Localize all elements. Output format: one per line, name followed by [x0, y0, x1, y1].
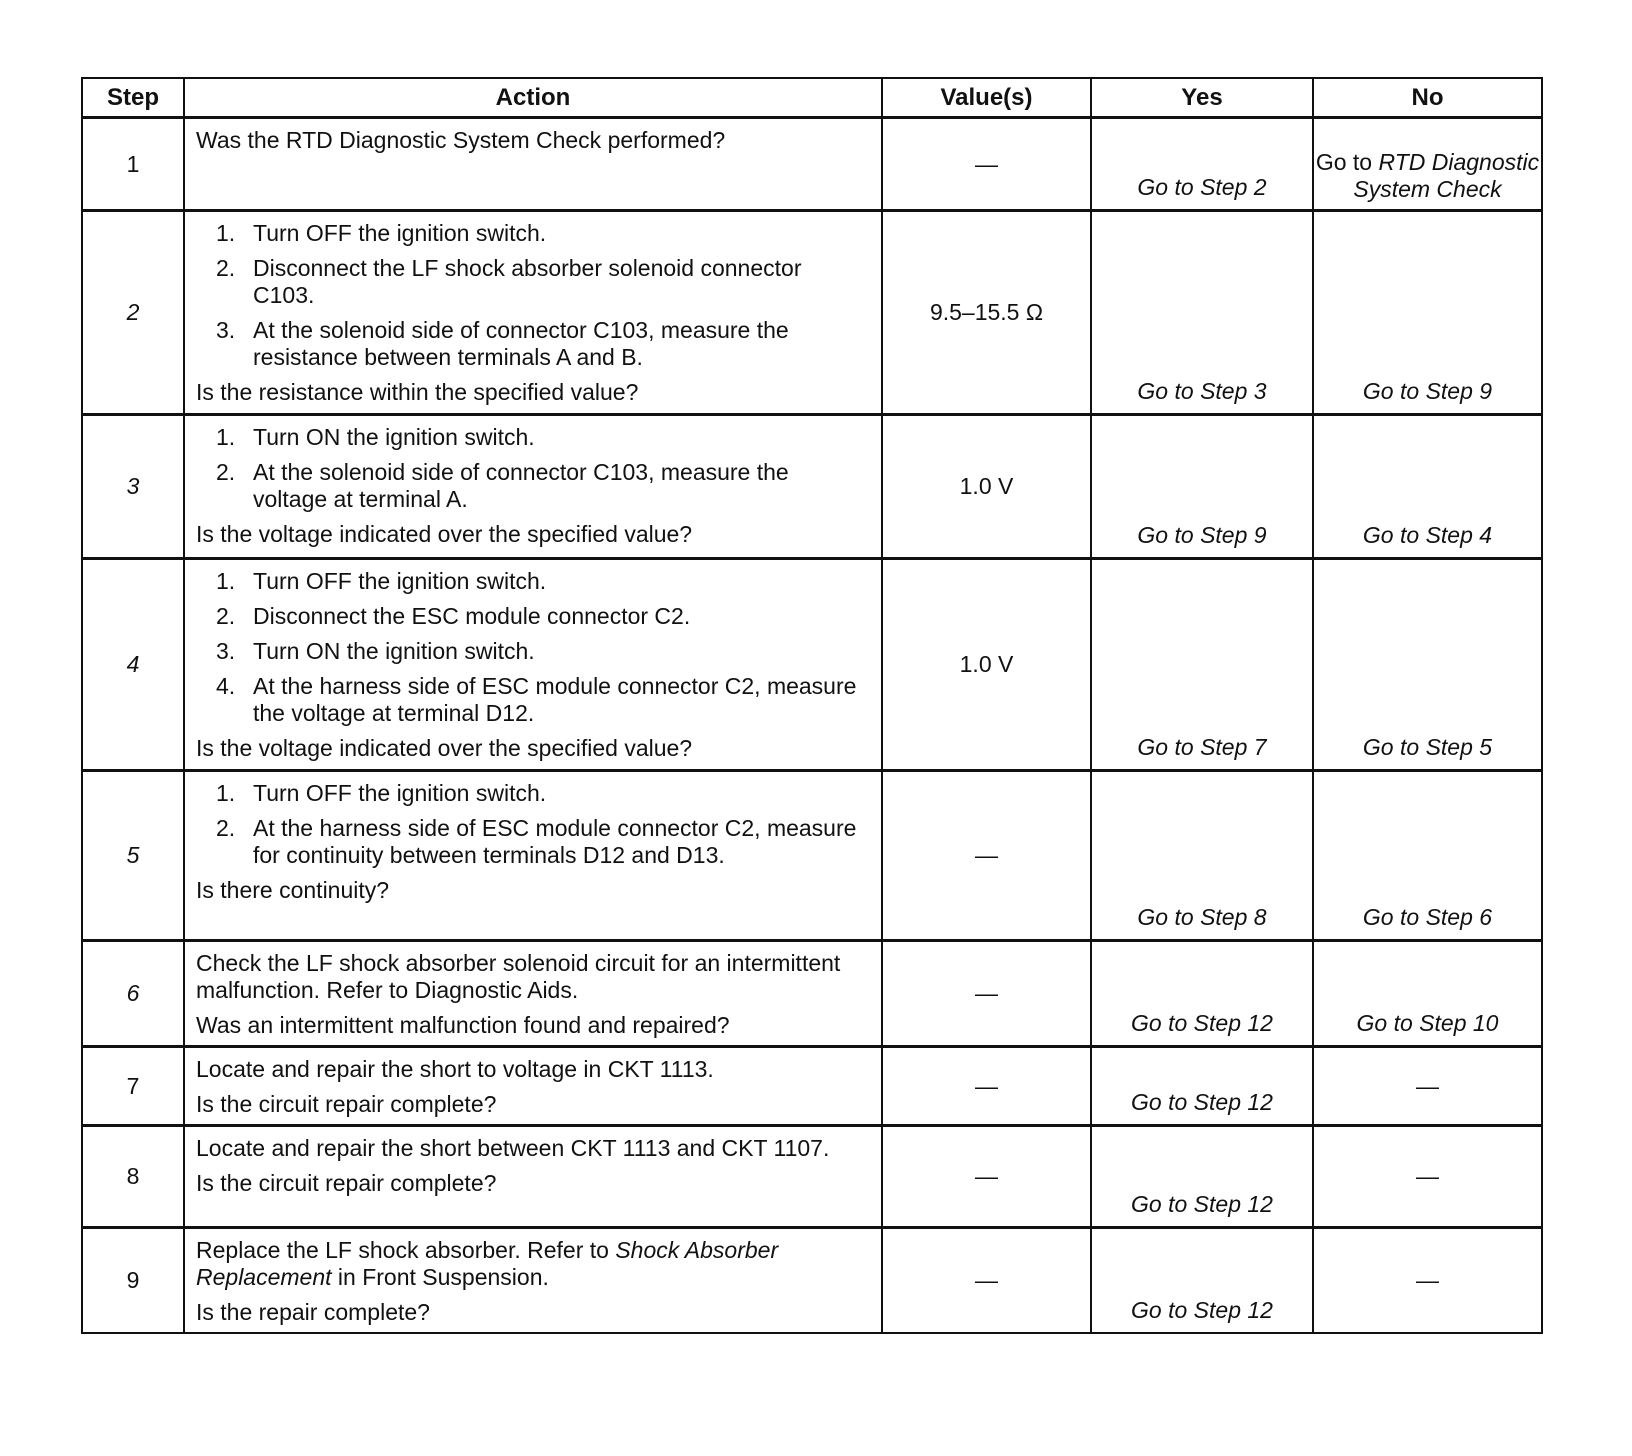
table-row	[82, 1228, 1542, 1334]
action-cell	[184, 1047, 882, 1126]
action-question: Is there continuity?	[196, 877, 390, 903]
action-cell	[184, 771, 882, 941]
value-cell: —	[882, 1126, 1091, 1228]
yes-cell: Go to Step 9	[1091, 415, 1313, 559]
action-question: Is the circuit repair complete?	[196, 1091, 497, 1117]
value-cell: 9.5–15.5 Ω	[882, 211, 1091, 415]
action-cell	[184, 211, 882, 415]
step-number: 1	[82, 118, 184, 211]
value-cell: —	[882, 118, 1091, 211]
action-text: Check the LF shock absorber solenoid circuit for an intermittent malfunction. Refer to Diagnostic Aids.	[196, 950, 841, 1003]
table-row	[82, 941, 1542, 1047]
yes-cell: Go to Step 3	[1091, 211, 1313, 415]
action-question: Is the voltage indicated over the specified value?	[196, 735, 693, 761]
table-row	[82, 415, 1542, 559]
action-step-item: 1. Turn OFF the ignition switch.	[216, 780, 547, 806]
action-cell	[184, 118, 882, 211]
yes-cell: Go to Step 8	[1091, 771, 1313, 941]
table-row	[82, 118, 1542, 211]
action-steps	[196, 424, 867, 513]
action-text: Locate and repair the short between CKT 1113 and CKT 1107.	[196, 1135, 830, 1161]
action-step-item: 4. At the harness side of ESC module connector C2, measure the voltage at terminal D12.	[216, 673, 857, 726]
header-yes: Yes	[1091, 78, 1313, 118]
value-cell: 1.0 V	[882, 559, 1091, 771]
yes-cell: Go to Step 12	[1091, 941, 1313, 1047]
step-number: 4	[82, 559, 184, 771]
no-reference: RTD Diagnostic System Check	[1353, 149, 1540, 202]
step-number: 6	[82, 941, 184, 1047]
action-cell	[184, 1126, 882, 1228]
table-row	[82, 559, 1542, 771]
action-question: Is the circuit repair complete?	[196, 1170, 497, 1196]
header-row	[82, 78, 1542, 118]
no-cell: —	[1313, 1047, 1542, 1126]
diagnostic-table	[81, 77, 1543, 1334]
no-cell	[1313, 118, 1542, 211]
action-text: Locate and repair the short to voltage in CKT 1113.	[196, 1056, 714, 1082]
action-step-item: 3. Turn ON the ignition switch.	[216, 638, 535, 664]
no-cell: —	[1313, 1228, 1542, 1334]
table-row	[82, 211, 1542, 415]
yes-cell: Go to Step 12	[1091, 1228, 1313, 1334]
action-step-item: 1. Turn OFF the ignition switch.	[216, 220, 547, 246]
no-cell: Go to Step 5	[1313, 559, 1542, 771]
yes-cell: Go to Step 7	[1091, 559, 1313, 771]
value-cell: 1.0 V	[882, 415, 1091, 559]
action-steps	[196, 780, 867, 869]
table-row	[82, 1126, 1542, 1228]
step-number: 9	[82, 1228, 184, 1334]
no-cell: Go to Step 6	[1313, 771, 1542, 941]
action-step-item: 2. At the harness side of ESC module connector C2, measure for continuity between terminals D12 and D13.	[216, 815, 857, 868]
action-question: Is the voltage indicated over the specified value?	[196, 521, 693, 547]
action-text: Was the RTD Diagnostic System Check performed?	[196, 127, 726, 153]
value-cell: —	[882, 771, 1091, 941]
action-cell	[184, 559, 882, 771]
table-row	[82, 771, 1542, 941]
header-step: Step	[82, 78, 184, 118]
no-cell: Go to Step 10	[1313, 941, 1542, 1047]
no-cell: —	[1313, 1126, 1542, 1228]
header-no: No	[1313, 78, 1542, 118]
action-step-item: 3. At the solenoid side of connector C103, measure the resistance between terminals A and B.	[216, 317, 789, 370]
action-step-item: 2. Disconnect the LF shock absorber solenoid connector C103.	[216, 255, 802, 308]
value-cell: —	[882, 1047, 1091, 1126]
action-steps	[196, 568, 867, 727]
step-number: 3	[82, 415, 184, 559]
yes-cell: Go to Step 12	[1091, 1126, 1313, 1228]
action-step-item: 2. Disconnect the ESC module connector C2.	[216, 603, 691, 629]
header-values: Value(s)	[882, 78, 1091, 118]
value-cell: —	[882, 941, 1091, 1047]
action-question: Is the repair complete?	[196, 1299, 430, 1325]
step-number: 5	[82, 771, 184, 941]
value-cell: —	[882, 1228, 1091, 1334]
reference-title: Shock Absorber Replacement	[196, 1237, 779, 1290]
no-cell: Go to Step 4	[1313, 415, 1542, 559]
step-number: 7	[82, 1047, 184, 1126]
yes-cell: Go to Step 2	[1091, 118, 1313, 211]
action-question: Is the resistance within the specified value?	[196, 379, 639, 405]
action-cell	[184, 1228, 882, 1334]
step-number: 8	[82, 1126, 184, 1228]
action-text: Replace the LF shock absorber. Refer to Shock Absorber Replacement in Front Suspension.	[196, 1237, 779, 1290]
action-question: Was an intermittent malfunction found and repaired?	[196, 1012, 730, 1038]
action-step-item: 2. At the solenoid side of connector C103, measure the voltage at terminal A.	[216, 459, 789, 512]
no-prefix: Go to	[1315, 149, 1373, 175]
action-cell	[184, 941, 882, 1047]
action-cell	[184, 415, 882, 559]
action-step-item: 1. Turn ON the ignition switch.	[216, 424, 535, 450]
header-action: Action	[184, 78, 882, 118]
table-row	[82, 1047, 1542, 1126]
action-step-item: 1. Turn OFF the ignition switch.	[216, 568, 547, 594]
action-steps	[196, 220, 867, 371]
yes-cell: Go to Step 12	[1091, 1047, 1313, 1126]
step-number: 2	[82, 211, 184, 415]
no-cell: Go to Step 9	[1313, 211, 1542, 415]
